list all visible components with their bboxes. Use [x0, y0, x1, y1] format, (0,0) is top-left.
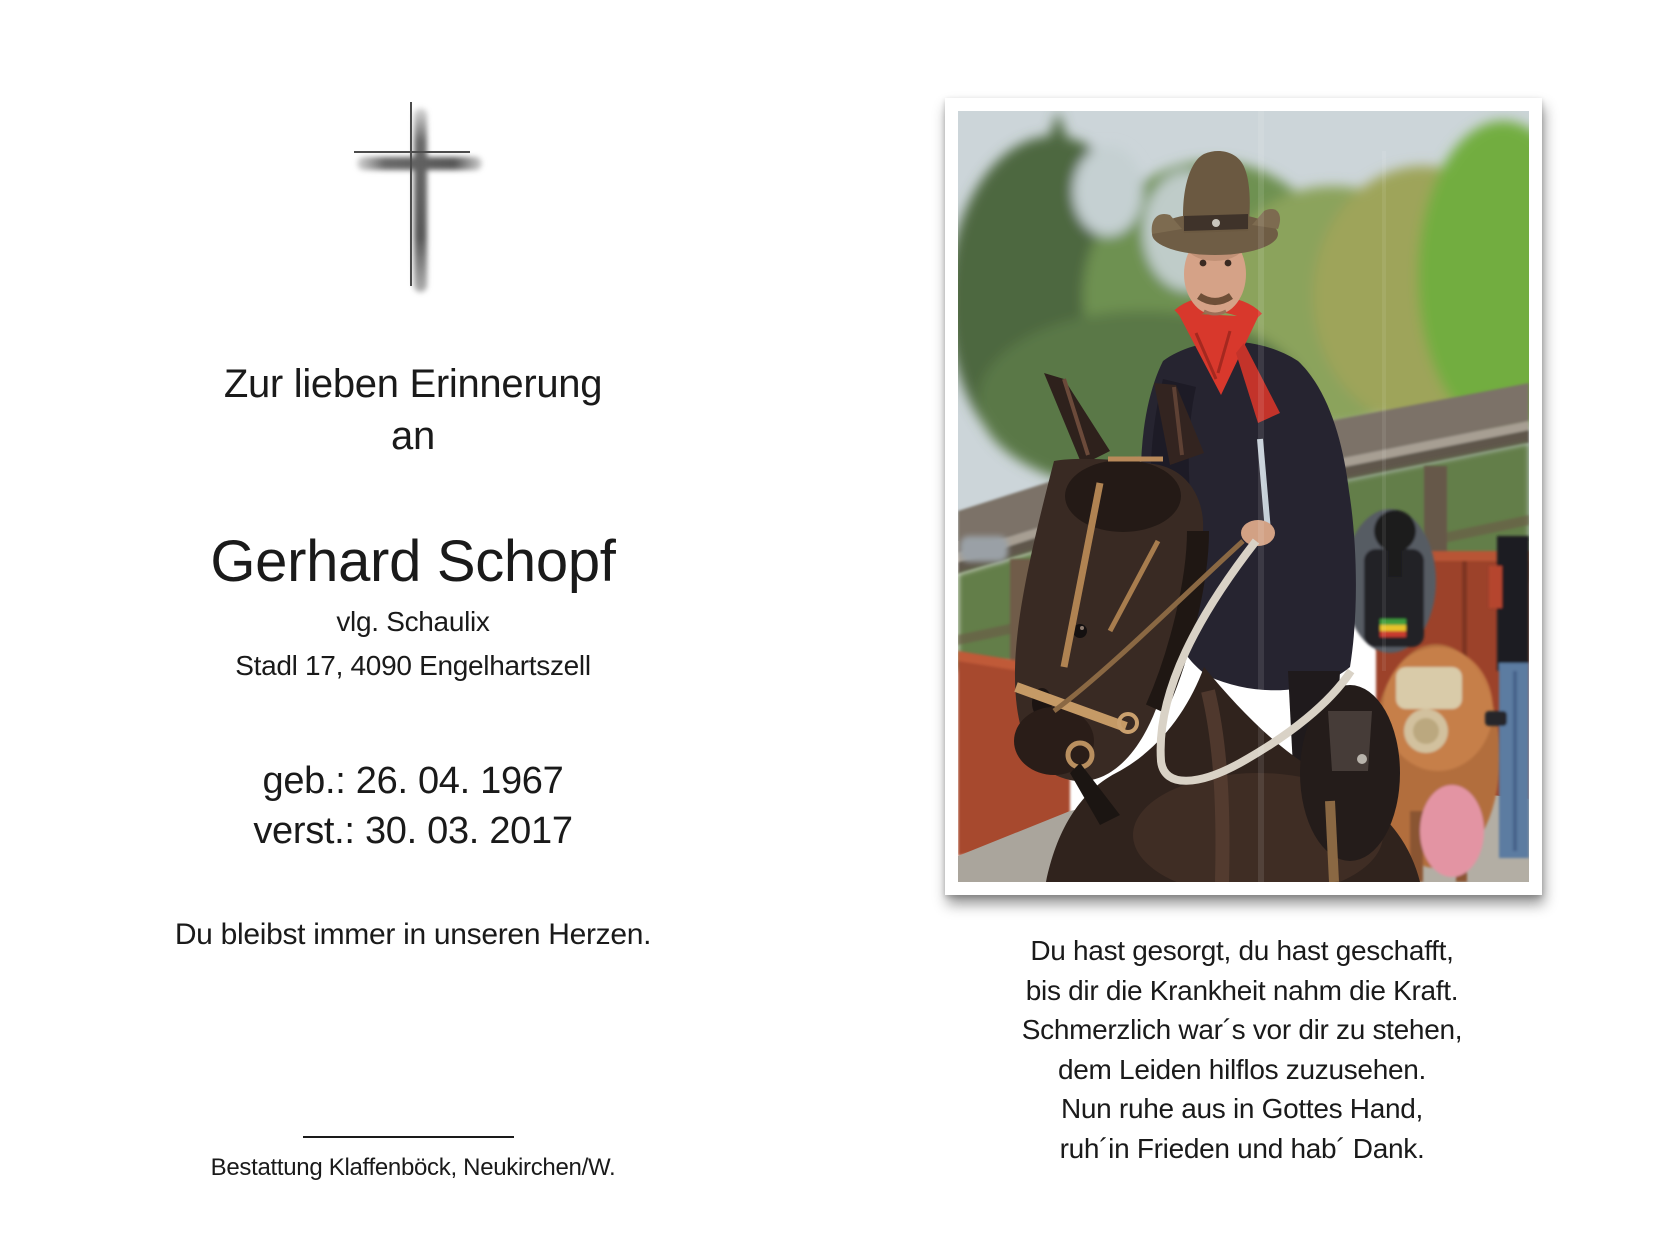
cross-line-horizontal [354, 151, 470, 153]
deceased-vulgo-name: vlg. Schaulix [336, 606, 490, 637]
memorial-photo-scene [958, 111, 1529, 882]
remembrance-line: Du bleibst immer in unseren Herzen. [174, 918, 652, 951]
poem-line: Du hast gesorgt, du hast geschafft, [1030, 935, 1454, 966]
memorial-photo [945, 98, 1542, 895]
funeral-home: Bestattung Klaffenböck, Neukirchen/W. [210, 1154, 616, 1181]
cross-shadow-horizontal [357, 157, 482, 170]
cross-shadow-vertical [414, 108, 427, 292]
intro-line-2: an [391, 414, 435, 458]
poem-line: dem Leiden hilflos zuzusehen. [1058, 1053, 1426, 1085]
cross-icon [350, 98, 490, 298]
birth-date: geb.: 26. 04. 1967 [262, 760, 564, 802]
poem-line: Schmerzlich war´s vor dir zu stehen, [1021, 1014, 1463, 1045]
funeral-home-divider [303, 1136, 514, 1138]
intro-line-1: Zur lieben Erinnerung [223, 362, 603, 406]
poem-line: ruh´in Frieden und hab´ Dank. [1059, 1132, 1425, 1164]
cross-line-vertical [410, 102, 412, 286]
deceased-name: Gerhard Schopf [210, 529, 616, 594]
poem-line: Nun ruhe aus in Gottes Hand, [1060, 1093, 1424, 1124]
memorial-intro [113, 358, 713, 462]
poem-line: bis dir die Krankheit nahm die Kraft. [1025, 974, 1459, 1006]
death-date: verst.: 30. 03. 2017 [253, 810, 573, 852]
deceased-address: Stadl 17, 4090 Engelhartszell [235, 650, 591, 681]
life-dates [113, 756, 713, 856]
memorial-poem [942, 931, 1542, 1168]
